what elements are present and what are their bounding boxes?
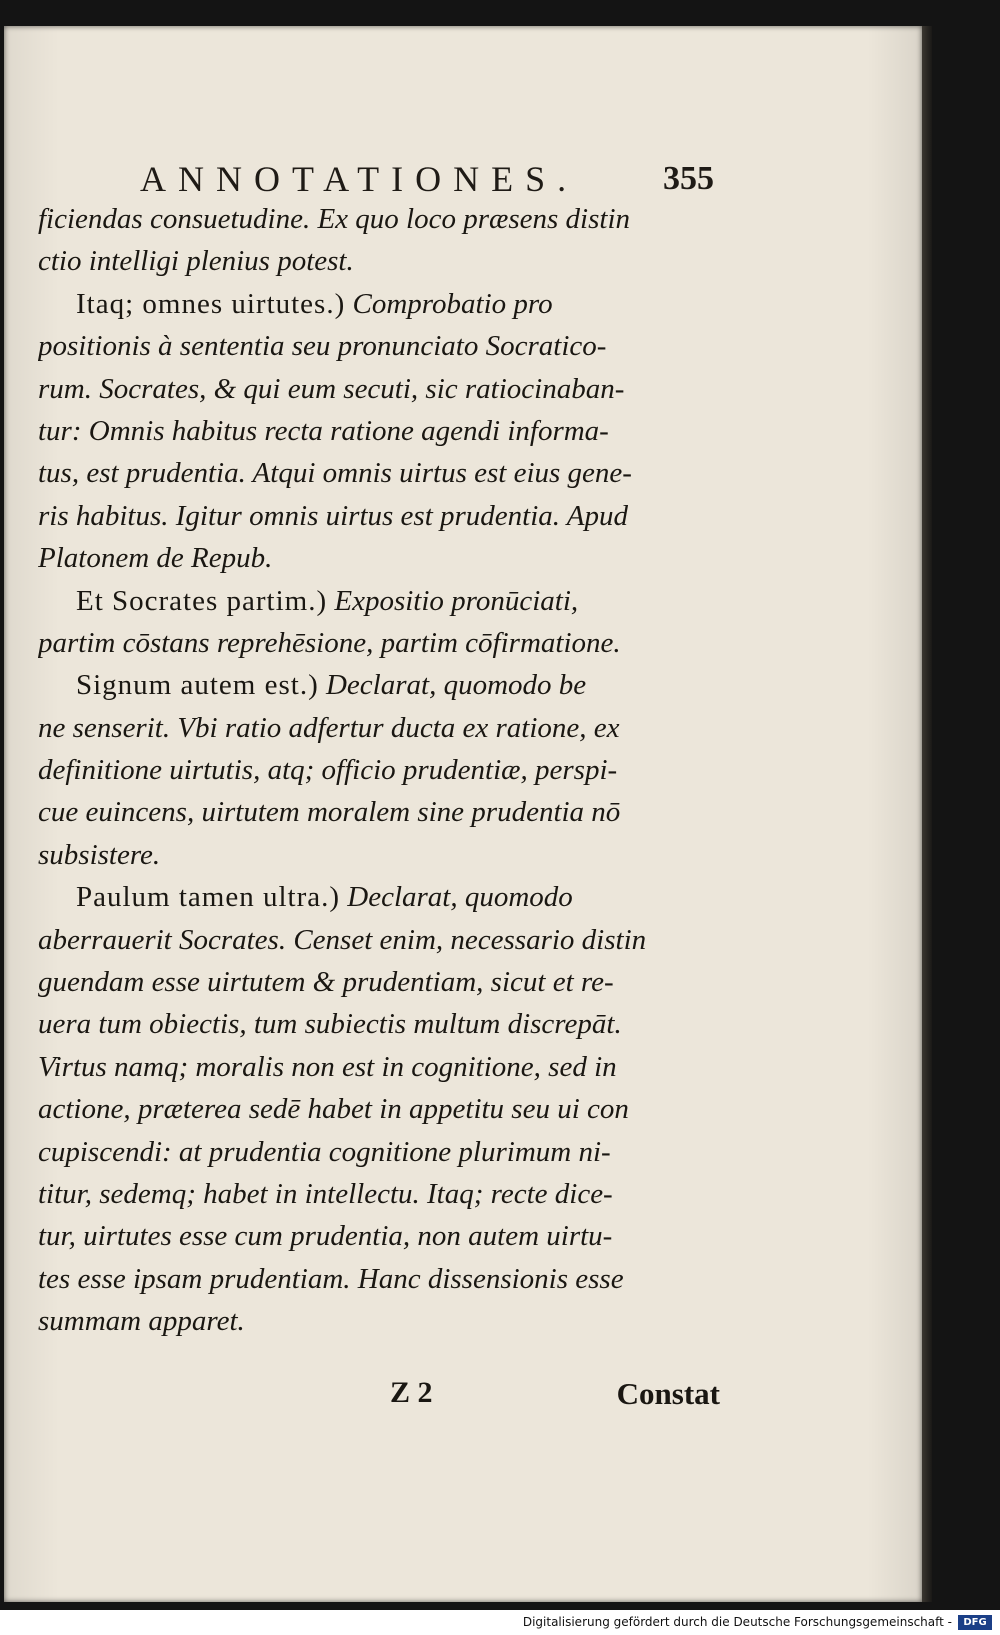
line-text: partim cōstans reprehēsione, partim cōfirmatione. (38, 626, 621, 659)
line-text: rum. Socrates, & qui eum secuti, sic ratiocinaban- (38, 372, 625, 405)
text-line (38, 749, 710, 791)
text-line (38, 198, 710, 240)
text-line (38, 1046, 710, 1088)
text-line (38, 495, 710, 537)
lemma: Paulum tamen ultra.) (76, 881, 341, 914)
text-line (38, 1258, 710, 1300)
line-text: tur, uirtutes esse cum prudentia, non autem uirtu- (38, 1220, 613, 1253)
text-line (38, 1131, 710, 1173)
line-text: ne senserit. Vbi ratio adfertur ducta ex ratione, ex (38, 711, 620, 744)
page-footer (390, 1376, 720, 1422)
text-line (38, 834, 710, 876)
lemma: Et Socrates partim.) (76, 584, 328, 617)
text-line (38, 664, 710, 706)
line-text: subsistere. (38, 838, 161, 871)
text-line (38, 240, 710, 282)
text-line (38, 580, 710, 622)
line-text: uera tum obiectis, tum subiectis multum discrepāt. (38, 1008, 622, 1041)
text-line (38, 919, 710, 961)
text-line (38, 283, 710, 325)
page-number: 355 (663, 160, 714, 197)
text-line (38, 325, 710, 367)
lemma: Itaq; omnes uirtutes.) (76, 287, 346, 320)
running-head: ANNOTATIONES. (140, 159, 579, 199)
line-text: definitione uirtutis, atq; officio prudentiæ, perspi- (38, 754, 618, 787)
text-line (38, 1088, 710, 1130)
line-text: Virtus namq; moralis non est in cognitione, sed in (38, 1050, 617, 1083)
credit-text: Digitalisierung gefördert durch die Deutsche Forschungsgemeinschaft - (522, 1615, 952, 1629)
line-text: titur, sedemq; habet in intellectu. Itaq; recte dice- (38, 1177, 613, 1210)
line-text: Declarat, quomodo (340, 881, 573, 914)
line-text: Expositio pronūciati, (327, 584, 579, 617)
text-line (38, 961, 710, 1003)
line-text: cue euincens, uirtutem moralem sine prudentia nō (38, 796, 621, 829)
text-line (38, 791, 710, 833)
line-text: aberrauerit Socrates. Censet enim, necessario distin (38, 923, 647, 956)
text-line (38, 368, 710, 410)
text-line (38, 1215, 710, 1257)
digitization-credit-bar (0, 1610, 1000, 1635)
line-text: ctio intelligi plenius potest. (38, 245, 354, 278)
text-line (38, 410, 710, 452)
line-text: guendam esse uirtutem & prudentiam, sicut et re- (38, 966, 614, 999)
dfg-logo-icon: DFG (958, 1615, 992, 1630)
text-line (38, 1003, 710, 1045)
line-text: ficiendas consuetudine. Ex quo loco præsens distin (38, 203, 631, 235)
text-line (38, 707, 710, 749)
text-line (38, 537, 710, 579)
line-text: tur: Omnis habitus recta ratione agendi informa- (38, 414, 609, 447)
line-text: actione, præterea sedē habet in appetitu seu ui con (38, 1093, 629, 1126)
catchword: Constat (616, 1376, 720, 1411)
line-text: tus, est prudentia. Atqui omnis uirtus est eius gene- (38, 457, 632, 490)
line-text: Platonem de Repub. (38, 542, 273, 575)
text-line (38, 1300, 710, 1342)
text-line (38, 876, 710, 918)
line-text: tes esse ipsam prudentiam. Hanc dissensionis esse (38, 1262, 624, 1295)
line-text: summam apparet. (38, 1305, 245, 1338)
page-edge (922, 26, 932, 1602)
line-text: ris habitus. Igitur omnis uirtus est prudentia. Apud (38, 499, 628, 532)
text-line (38, 1173, 710, 1215)
signature-mark: Z 2 (390, 1376, 433, 1409)
line-text: Comprobatio pro (345, 287, 553, 320)
commentary-text (38, 198, 710, 1343)
lemma: Signum autem est.) (76, 669, 319, 702)
line-text: positionis à sententia seu pronunciato Socratico- (38, 330, 607, 363)
line-text: Declarat, quomodo be (318, 669, 587, 702)
text-line (38, 452, 710, 494)
text-line (38, 622, 710, 664)
line-text: cupiscendi: at prudentia cognitione plurimum ni- (38, 1135, 611, 1168)
